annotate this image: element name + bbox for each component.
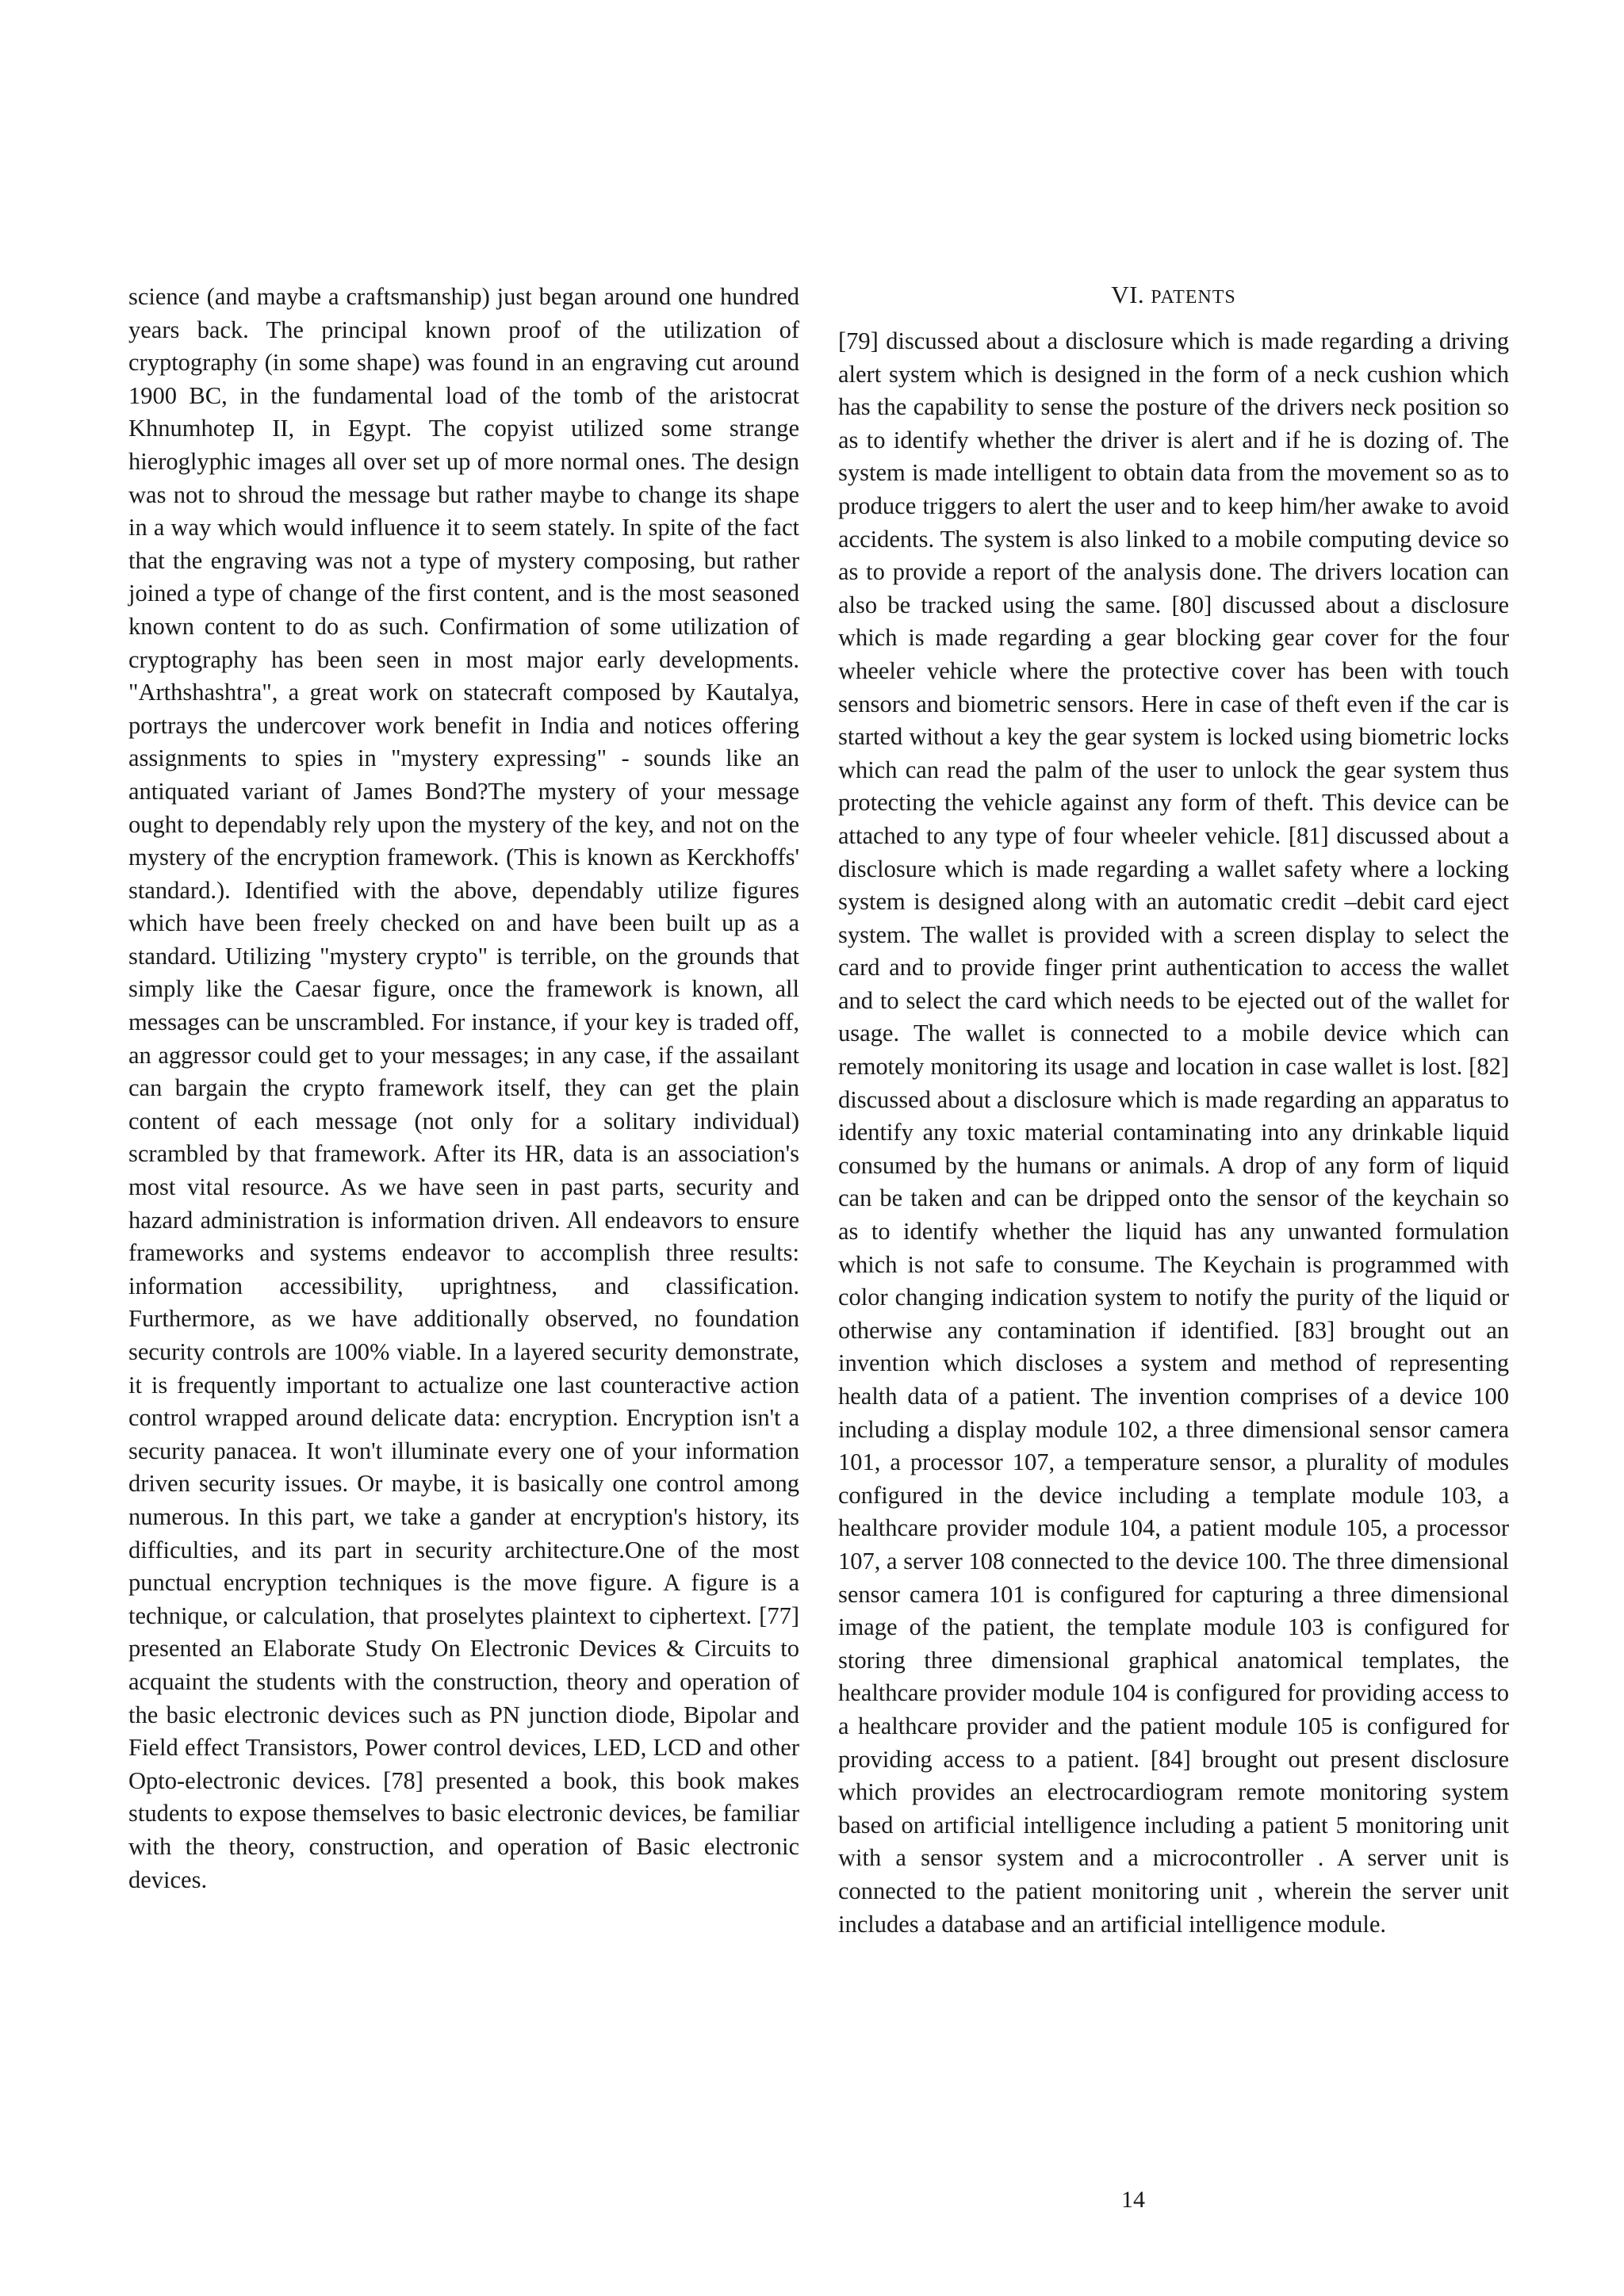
section-heading-title: PATENTS [1151, 287, 1236, 308]
page-number: 14 [1121, 2187, 1145, 2213]
section-heading-number: VI. [1111, 281, 1145, 308]
body-paragraph-cryptography-history: science (and maybe a craftsmanship) just began around one hundred years back. The principal known proof of the utilization of cryptography (in some shape) was found in an engraving cut around 1900 BC, in the fundamental load of the tomb of the aristocrat Khnumhotep II, in Egypt. The copyist utilized some strange hieroglyphic images all over set up of more normal ones. The design was not to shroud the message but rather maybe to change its shape in a way which would influence it to seem stately. In spite of the fact that the engraving was not a type of mystery composing, but rather joined a type of change of the first content, and is the most seasoned known content to do as such. Confirmation of some utilization of cryptography has been seen in most major early developments. "Arthshashtra", a great work on statecraft composed by Kautalya, portrays the undercover work benefit in India and notices offering assignments to spies in "mystery expressing" - sounds like an antiquated variant of James Bond?The mystery of your message ought to dependably rely upon the mystery of the key, and not on the mystery of the encryption framework. (This is known as Kerckhoffs' standard.). Identified with the above, dependably utilize figures which have been freely checked on and have been built up as a standard. Utilizing "mystery crypto" is terrible, on the grounds that simply like the Caesar figure, once the framework is known, all messages can be unscrambled. For instance, if your key is traded off, an aggressor could get to your messages; in any case, if the assailant can bargain the crypto framework itself, they can get the plain content of each message (not only for a solitary individual) scrambled by that framework. After its HR, data is an association's most vital resource. As we have seen in past parts, security and hazard administration is information driven. All endeavors to ensure frameworks and systems endeavor to accomplish three results: information accessibility, uprightness, and classification. Furthermore, as we have additionally observed, no foundation security controls are 100% viable. In a layered security demonstrate, it is frequently important to actualize one last counteractive action control wrapped around delicate data: encryption. Encryption isn't a security panacea. It won't illuminate every one of your information driven security issues. Or maybe, it is basically one control among numerous. In this part, we take a gander at encryption's history, its difficulties, and its part in security architecture.One of the most punctual encryption techniques is the move figure. A figure is a technique, or calculation, that proselytes plaintext to ciphertext. [77] presented an Elaborate Study On Electronic Devices & Circuits to acquaint the students with the construction, theory and operation of the basic electronic devices such as PN junction diode, Bipolar and Field effect Transistors, Power control devices, LED, LCD and other Opto-electronic devices. [78] presented a book, this book makes students to expose themselves to basic electronic devices, be familiar with the theory, construction, and operation of Basic electronic devices. [128, 283, 799, 1893]
body-paragraph-patents: [79] discussed about a disclosure which is made regarding a driving alert system which is designed in the form of a neck cushion which has the capability to sense the posture of the drivers neck position so as to identify whether the driver is alert and if he is dozing of. The system is made intelligent to obtain data from the movement so as to produce triggers to alert the user and to keep him/her awake to avoid accidents. The system is also linked to a mobile computing device so as to provide a report of the analysis done. The drivers location can also be tracked using the same. [80] discussed about a disclosure which is made regarding a gear blocking gear cover for the four wheeler vehicle where the protective cover has been with touch sensors and biometric sensors. Here in case of theft even if the car is started without a key the gear system is locked using biometric locks which can read the palm of the user to unlock the gear system thus protecting the vehicle against any form of theft. This device can be attached to any type of four wheeler vehicle. [81] discussed about a disclosure which is made regarding a wallet safety where a locking system is designed along with an automatic credit –debit card eject system. The wallet is provided with a screen display to select the card and to provide finger print authentication to access the wallet and to select the card which needs to be ejected out of the wallet for usage. The wallet is connected to a mobile device which can remotely monitoring its usage and location in case wallet is lost. [82] discussed about a disclosure which is made regarding an apparatus to identify any toxic material contaminating into any drinkable liquid consumed by the humans or animals. A drop of any form of liquid can be taken and can be dripped onto the sensor of the keychain so as to identify whether the liquid has any unwanted formulation which is not safe to consume. The Keychain is programmed with color changing indication system to notify the purity of the liquid or otherwise any contamination if identified. [83] brought out an invention which discloses a system and method of representing health data of a patient. The invention comprises of a device 100 including a display module 102, a three dimensional sensor camera 101, a processor 107, a temperature sensor, a plurality of modules configured in the device including a template module 103, a healthcare provider module 104, a patient module 105, a processor 107, a server 108 connected to the device 100. The three dimensional sensor camera 101 is configured for capturing a three dimensional image of the patient, the template module 103 is configured for storing three dimensional graphical anatomical templates, the healthcare provider module 104 is configured for providing access to a healthcare provider and the patient module 105 is configured for providing access to a patient. [84] brought out present disclosure which provides an electrocardiogram remote monitoring system based on artificial intelligence including a patient 5 monitoring unit with a sensor system and a microcontroller . A server unit is connected to the patient monitoring unit , wherein the server unit includes a database and an artificial intelligence module. [838, 327, 1509, 1938]
section-heading-patents [838, 279, 1509, 313]
left-column [128, 281, 799, 1896]
right-column [838, 325, 1509, 1941]
